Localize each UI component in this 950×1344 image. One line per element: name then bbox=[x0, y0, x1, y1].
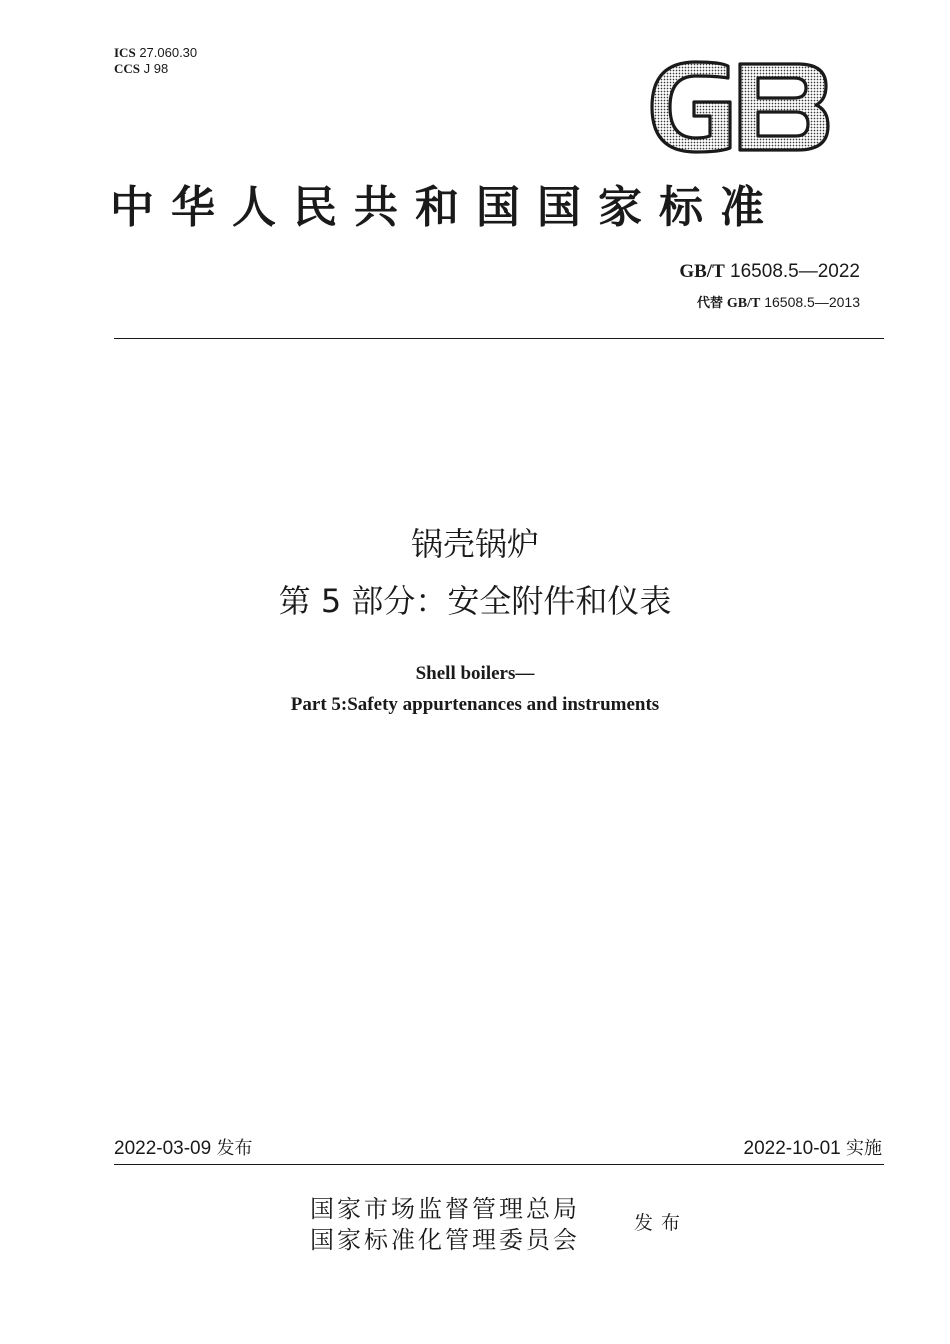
implement-date bbox=[744, 1136, 882, 1162]
issuer-action: 发布 bbox=[634, 1212, 689, 1234]
ics-code: 27.060.30 bbox=[139, 45, 198, 60]
replaces-number: 16508.5—2013 bbox=[764, 294, 860, 310]
bottom-divider bbox=[114, 1164, 884, 1165]
title-cn-line2: 第 5 部分：安全附件和仪表 bbox=[278, 582, 672, 620]
issuer-line2: 国家标准化管理委员会 bbox=[310, 1226, 580, 1254]
issue-date-value: 2022-03-09 bbox=[114, 1138, 212, 1159]
issue-date-word: 发布 bbox=[216, 1138, 253, 1159]
replaces-line bbox=[697, 292, 860, 314]
ccs-label: CCS bbox=[114, 61, 141, 76]
ics-line bbox=[114, 45, 197, 61]
ccs-line bbox=[114, 61, 197, 77]
classification-codes bbox=[114, 45, 197, 77]
implement-date-value: 2022-10-01 bbox=[743, 1138, 841, 1159]
issuer-line1: 国家市场监督管理总局 bbox=[310, 1195, 580, 1223]
gb-logo bbox=[648, 60, 832, 154]
title-en-line1: Shell boilers— bbox=[415, 663, 535, 684]
standard-number bbox=[679, 260, 860, 284]
title-en-line2: Part 5:Safety appurtenances and instruments bbox=[290, 694, 660, 715]
replaces-prefix: GB/T bbox=[726, 296, 761, 311]
issue-date bbox=[114, 1136, 252, 1162]
top-divider bbox=[114, 338, 884, 339]
standard-number-value: 16508.5—2022 bbox=[730, 261, 860, 282]
standard-number-prefix: GB/T bbox=[679, 261, 725, 282]
national-standard-title: 中华人民共和国国家标准 bbox=[110, 182, 781, 233]
ccs-code: J 98 bbox=[143, 61, 169, 76]
title-cn-line1: 锅壳锅炉 bbox=[410, 525, 539, 563]
implement-date-word: 实施 bbox=[846, 1138, 882, 1159]
replaces-lead: 代替 bbox=[696, 296, 723, 311]
ics-label: ICS bbox=[114, 45, 136, 60]
